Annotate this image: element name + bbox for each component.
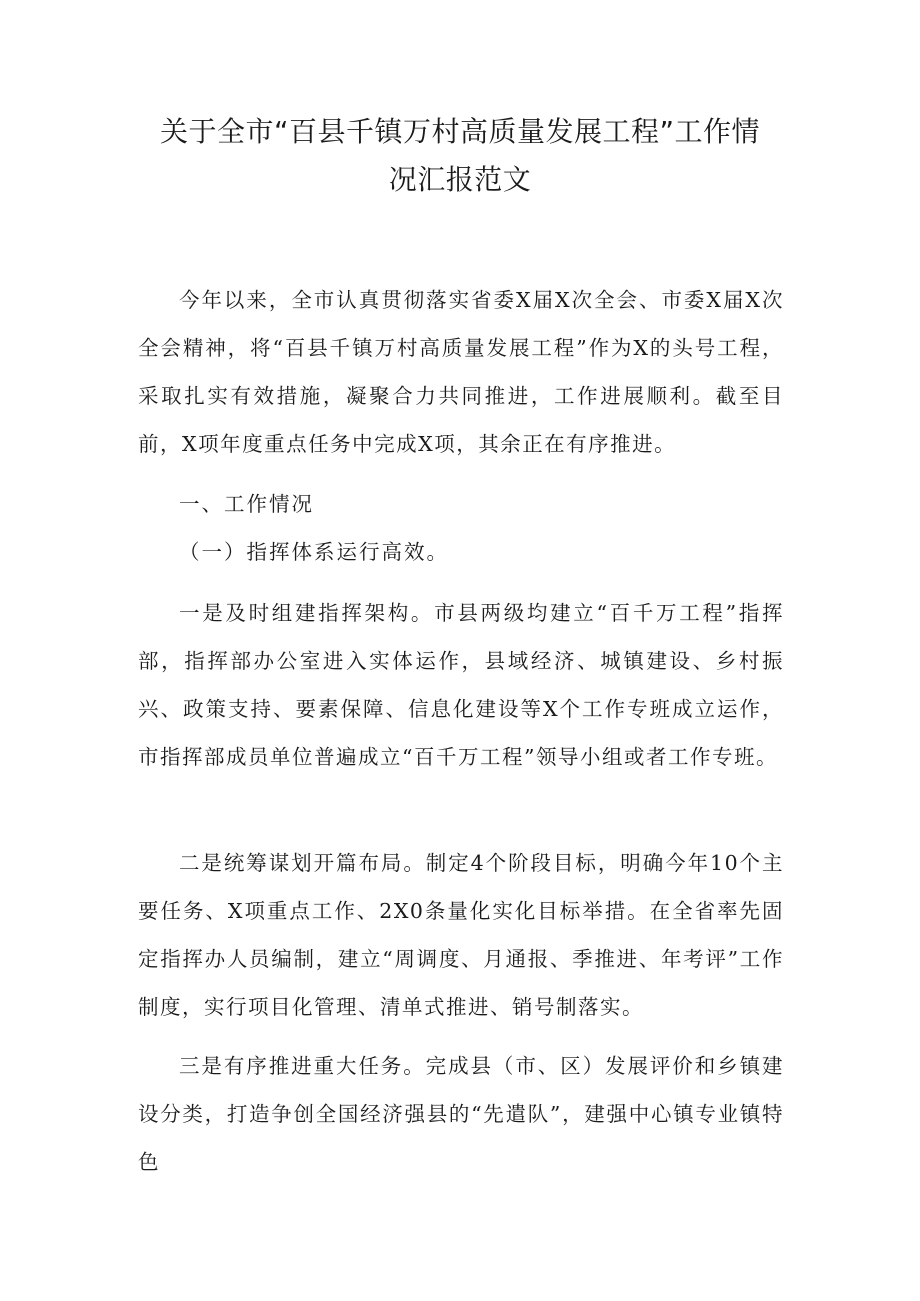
document-title — [120, 108, 800, 204]
paragraph-block-two — [138, 839, 784, 1031]
intro-paragraph-block — [138, 276, 784, 468]
paragraph-major-tasks: 三是有序推进重大任务。完成县（市、区）发展评价和乡镇建设分类，打造争创全国经济强县的“先遣队”，建强中心镇专业镇特色 — [138, 1054, 784, 1174]
title-line-1: 关于全市“百县千镇万村高质量发展工程”工作情 — [159, 115, 760, 148]
title-line-2: 况汇报范文 — [388, 163, 532, 196]
subsection-heading-block — [138, 528, 784, 576]
paragraph-block-one — [138, 589, 784, 781]
paragraph-command-structure: 一是及时组建指挥架构。市县两级均建立“百千万工程”指挥部，指挥部办公室进入实体运作，县域经济、城镇建设、乡村振兴、政策支持、要素保障、信息化建设等X个工作专班成立运作，市指挥部成员单位普遍成立“百千万工程”领导小组或者工作专班。 — [138, 601, 784, 769]
intro-paragraph: 今年以来，全市认真贯彻落实省委X届X次全会、市委X届X次全会精神，将“百县千镇万村高质量发展工程”作为X的头号工程，采取扎实有效措施，凝聚合力共同推进，工作进展顺利。截至目前，X项年度重点任务中完成X项，其余正在有序推进。 — [138, 288, 784, 456]
section-heading-block — [138, 480, 784, 528]
paragraph-block-three — [138, 1042, 784, 1186]
paragraph-overall-planning: 二是统筹谋划开篇布局。制定4个阶段目标，明确今年10个主要任务、X项重点工作、2X0条量化实化目标举措。在全省率先固定指挥办人员编制，建立“周调度、月通报、季推进、年考评”工作制度，实行项目化管理、清单式推进、销号制落实。 — [138, 851, 784, 1019]
subsection-heading-command-system: （一）指挥体系运行高效。 — [179, 540, 449, 564]
section-heading-work-status: 一、工作情况 — [179, 492, 314, 516]
